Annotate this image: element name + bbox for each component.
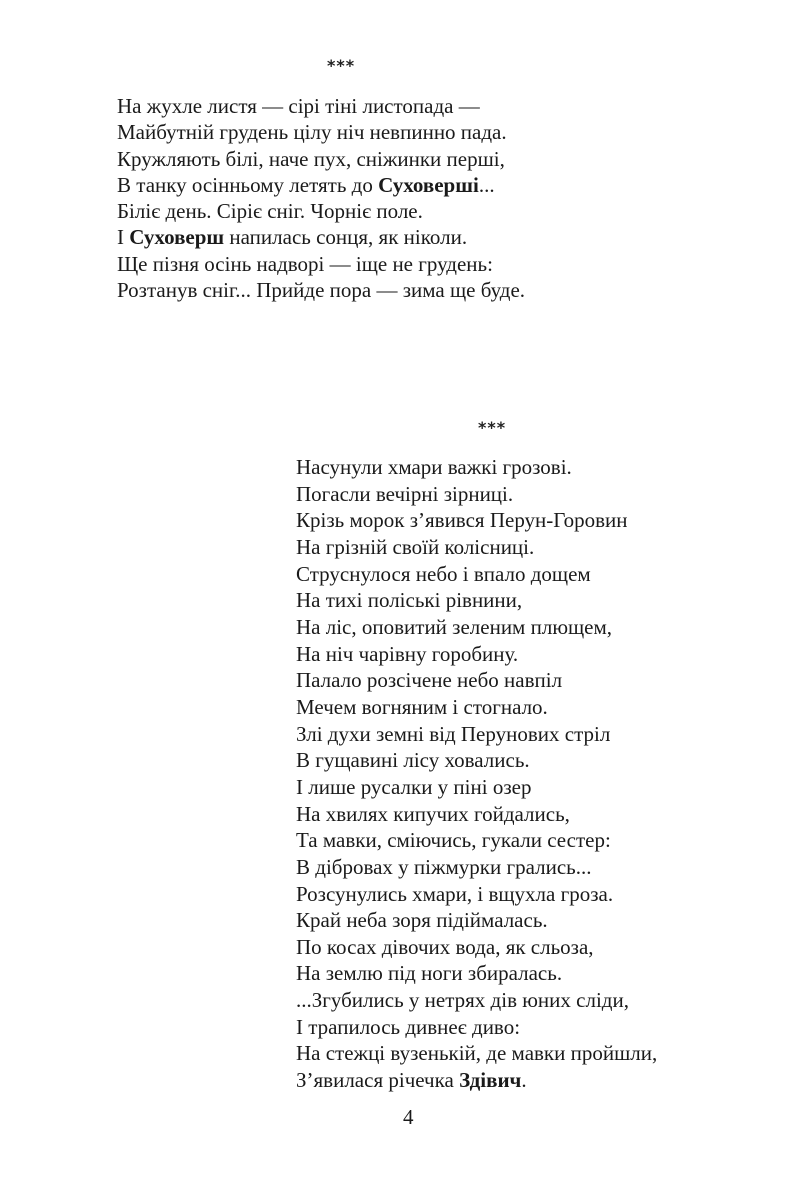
poem-line: Мечем вогняним і стогнало. <box>296 694 548 719</box>
place-name: Суховерші <box>378 172 479 197</box>
poem-line: В танку осінньому летять до Суховерші... <box>117 172 495 197</box>
section-divider: *** <box>327 56 356 75</box>
poem-line: Ще пізня осінь надворі — іще не грудень: <box>117 251 493 276</box>
poem-line: Насунули хмари важкі грозові. <box>296 455 572 479</box>
poem-line: На хвилях кипучих гойдались, <box>296 801 570 826</box>
poem-line: На землю під ноги збиралась. <box>296 961 563 986</box>
poem-line: Майбутній грудень цілу ніч невпинно пада. <box>117 120 507 145</box>
poem-line: На ніч чарівну горобину. <box>296 641 519 666</box>
poem-line: По косах дівочих вода, як сльоза, <box>296 934 594 959</box>
poem-line: В дібровах у піжмурки грались... <box>296 854 592 879</box>
poem-line: На стежці вузенькій, де мавки пройшли, <box>296 1041 658 1066</box>
poem-line: На ліс, оповитий зеленим плющем, <box>296 614 613 639</box>
poem-line: Та мавки, сміючись, гукали сестер: <box>296 828 611 853</box>
poem-line: ...Згубились у нетрях дів юних сліди, <box>296 988 629 1013</box>
poem-line: На грізній своїй колісниці. <box>296 534 535 559</box>
poem-line: На тихі поліські рівнини, <box>296 588 523 613</box>
place-name: Здівич <box>459 1068 522 1093</box>
poem-line: Погасли вечірні зірниці. <box>296 481 514 506</box>
poem-line: І Суховерш напилась сонця, як ніколи. <box>117 225 468 250</box>
poem-stanza-2 <box>296 454 657 1094</box>
poem-line: І лише русалки у піні озер <box>296 774 532 799</box>
page-number: 4 <box>403 1105 414 1129</box>
poem-line: На жухле листя — сірі тіні листопада — <box>117 94 480 118</box>
poem-line: Крізь морок з’явився Перун-Горовин <box>296 508 628 533</box>
place-name: Суховерш <box>129 225 225 250</box>
section-divider: *** <box>478 418 507 437</box>
poem-line: Біліє день. Сіріє сніг. Чорніє поле. <box>117 199 423 224</box>
poem-line: Палало розсічене небо навпіл <box>296 668 563 693</box>
poem-stanza-1 <box>117 93 525 303</box>
poem-line: І трапилось дивнеє диво: <box>296 1014 521 1039</box>
poem-line: Кружляють білі, наче пух, сніжинки перші, <box>117 146 505 171</box>
poem-line: Злі духи земні від Перунових стріл <box>296 721 611 746</box>
poem-line: З’явилася річечка Здівич. <box>296 1068 527 1093</box>
poem-line: В гущавині лісу ховались. <box>296 748 530 773</box>
poem-line: Край неба зоря підіймалась. <box>296 908 548 933</box>
poem-line: Струснулося небо і впало дощем <box>296 561 591 586</box>
poem-line: Розсунулись хмари, і вщухла гроза. <box>296 881 614 906</box>
poem-line: Розтанув сніг... Прийде пора — зима ще буде. <box>117 278 526 303</box>
